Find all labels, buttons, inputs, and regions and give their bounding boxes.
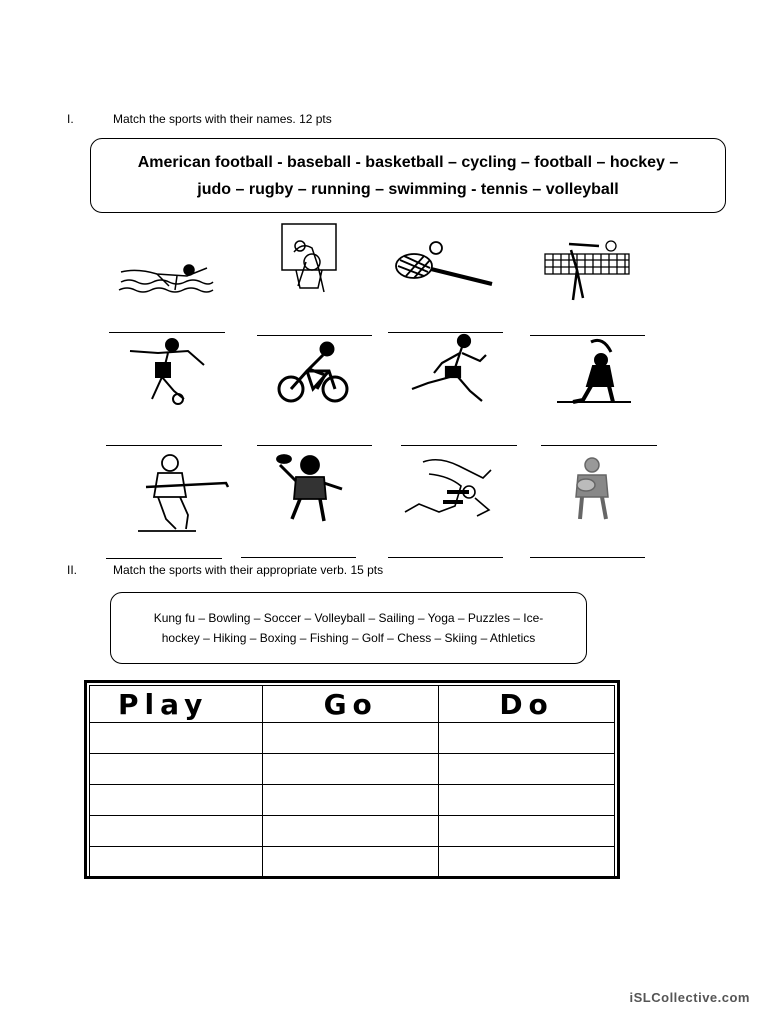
table-row (90, 754, 615, 785)
word-box-line: American football - baseball - basketball – cycling – football – hockey – (137, 153, 679, 171)
header-play: Play (90, 686, 263, 723)
answer-line[interactable] (241, 557, 356, 558)
hockey-icon (136, 453, 230, 535)
table-row (90, 785, 615, 816)
running-icon (408, 333, 490, 405)
answer-line[interactable] (388, 557, 503, 558)
answer-line[interactable] (257, 335, 372, 336)
basketball-icon (278, 222, 340, 298)
baseball-icon (553, 338, 635, 406)
table-cell[interactable] (439, 847, 615, 878)
table-cell[interactable] (90, 816, 263, 847)
table-cell[interactable] (263, 723, 439, 754)
word-box-line: Kung fu – Bowling – Soccer – Volleyball – Sailing – Yoga – Puzzles – Ice- (153, 611, 544, 625)
judo-icon (399, 456, 497, 520)
table-cell[interactable] (263, 847, 439, 878)
section-2-word-box (110, 592, 587, 664)
section-1-title: Match the sports with their names. 12 pts (113, 112, 332, 126)
answer-line[interactable] (541, 445, 657, 446)
section-1-number: I. (67, 112, 74, 126)
word-box-line: judo – rugby – running – swimming - tennis – volleyball (197, 180, 619, 198)
section-2-title: Match the sports with their appropriate verb. 15 pts (113, 563, 384, 577)
table-cell[interactable] (439, 723, 615, 754)
rugby-icon (568, 457, 616, 523)
answer-line[interactable] (257, 445, 372, 446)
table-cell[interactable] (439, 785, 615, 816)
table-cell[interactable] (439, 754, 615, 785)
answer-line[interactable] (106, 445, 222, 446)
answer-line[interactable] (530, 335, 645, 336)
tennis-icon (394, 240, 496, 288)
football-icon (128, 337, 208, 407)
section-2-number: II. (67, 563, 78, 577)
verb-table (84, 680, 620, 879)
table-cell[interactable] (263, 754, 439, 785)
header-do: Do (439, 686, 615, 723)
table-cell[interactable] (263, 816, 439, 847)
header-go: Go (263, 686, 439, 723)
cycling-icon (277, 341, 349, 407)
table-cell[interactable] (90, 723, 263, 754)
section-1-word-box (90, 138, 726, 213)
table-row (90, 847, 615, 878)
american-football-icon (272, 453, 346, 525)
volleyball-icon (543, 240, 631, 302)
answer-line[interactable] (530, 557, 645, 558)
table-row (90, 723, 615, 754)
word-box-line: hockey – Hiking – Boxing – Fishing – Golf – Chess – Skiing – Athletics (161, 631, 536, 645)
table-cell[interactable] (263, 785, 439, 816)
table-cell[interactable] (439, 816, 615, 847)
table-cell[interactable] (90, 754, 263, 785)
table-cell[interactable] (90, 847, 263, 878)
table-header-row (90, 686, 615, 723)
table-row (90, 816, 615, 847)
answer-line[interactable] (109, 332, 225, 333)
site-watermark: iSLCollective.com (629, 990, 750, 1005)
answer-line[interactable] (106, 558, 222, 559)
answer-line[interactable] (401, 445, 517, 446)
swimming-icon (117, 252, 215, 300)
table-cell[interactable] (90, 785, 263, 816)
